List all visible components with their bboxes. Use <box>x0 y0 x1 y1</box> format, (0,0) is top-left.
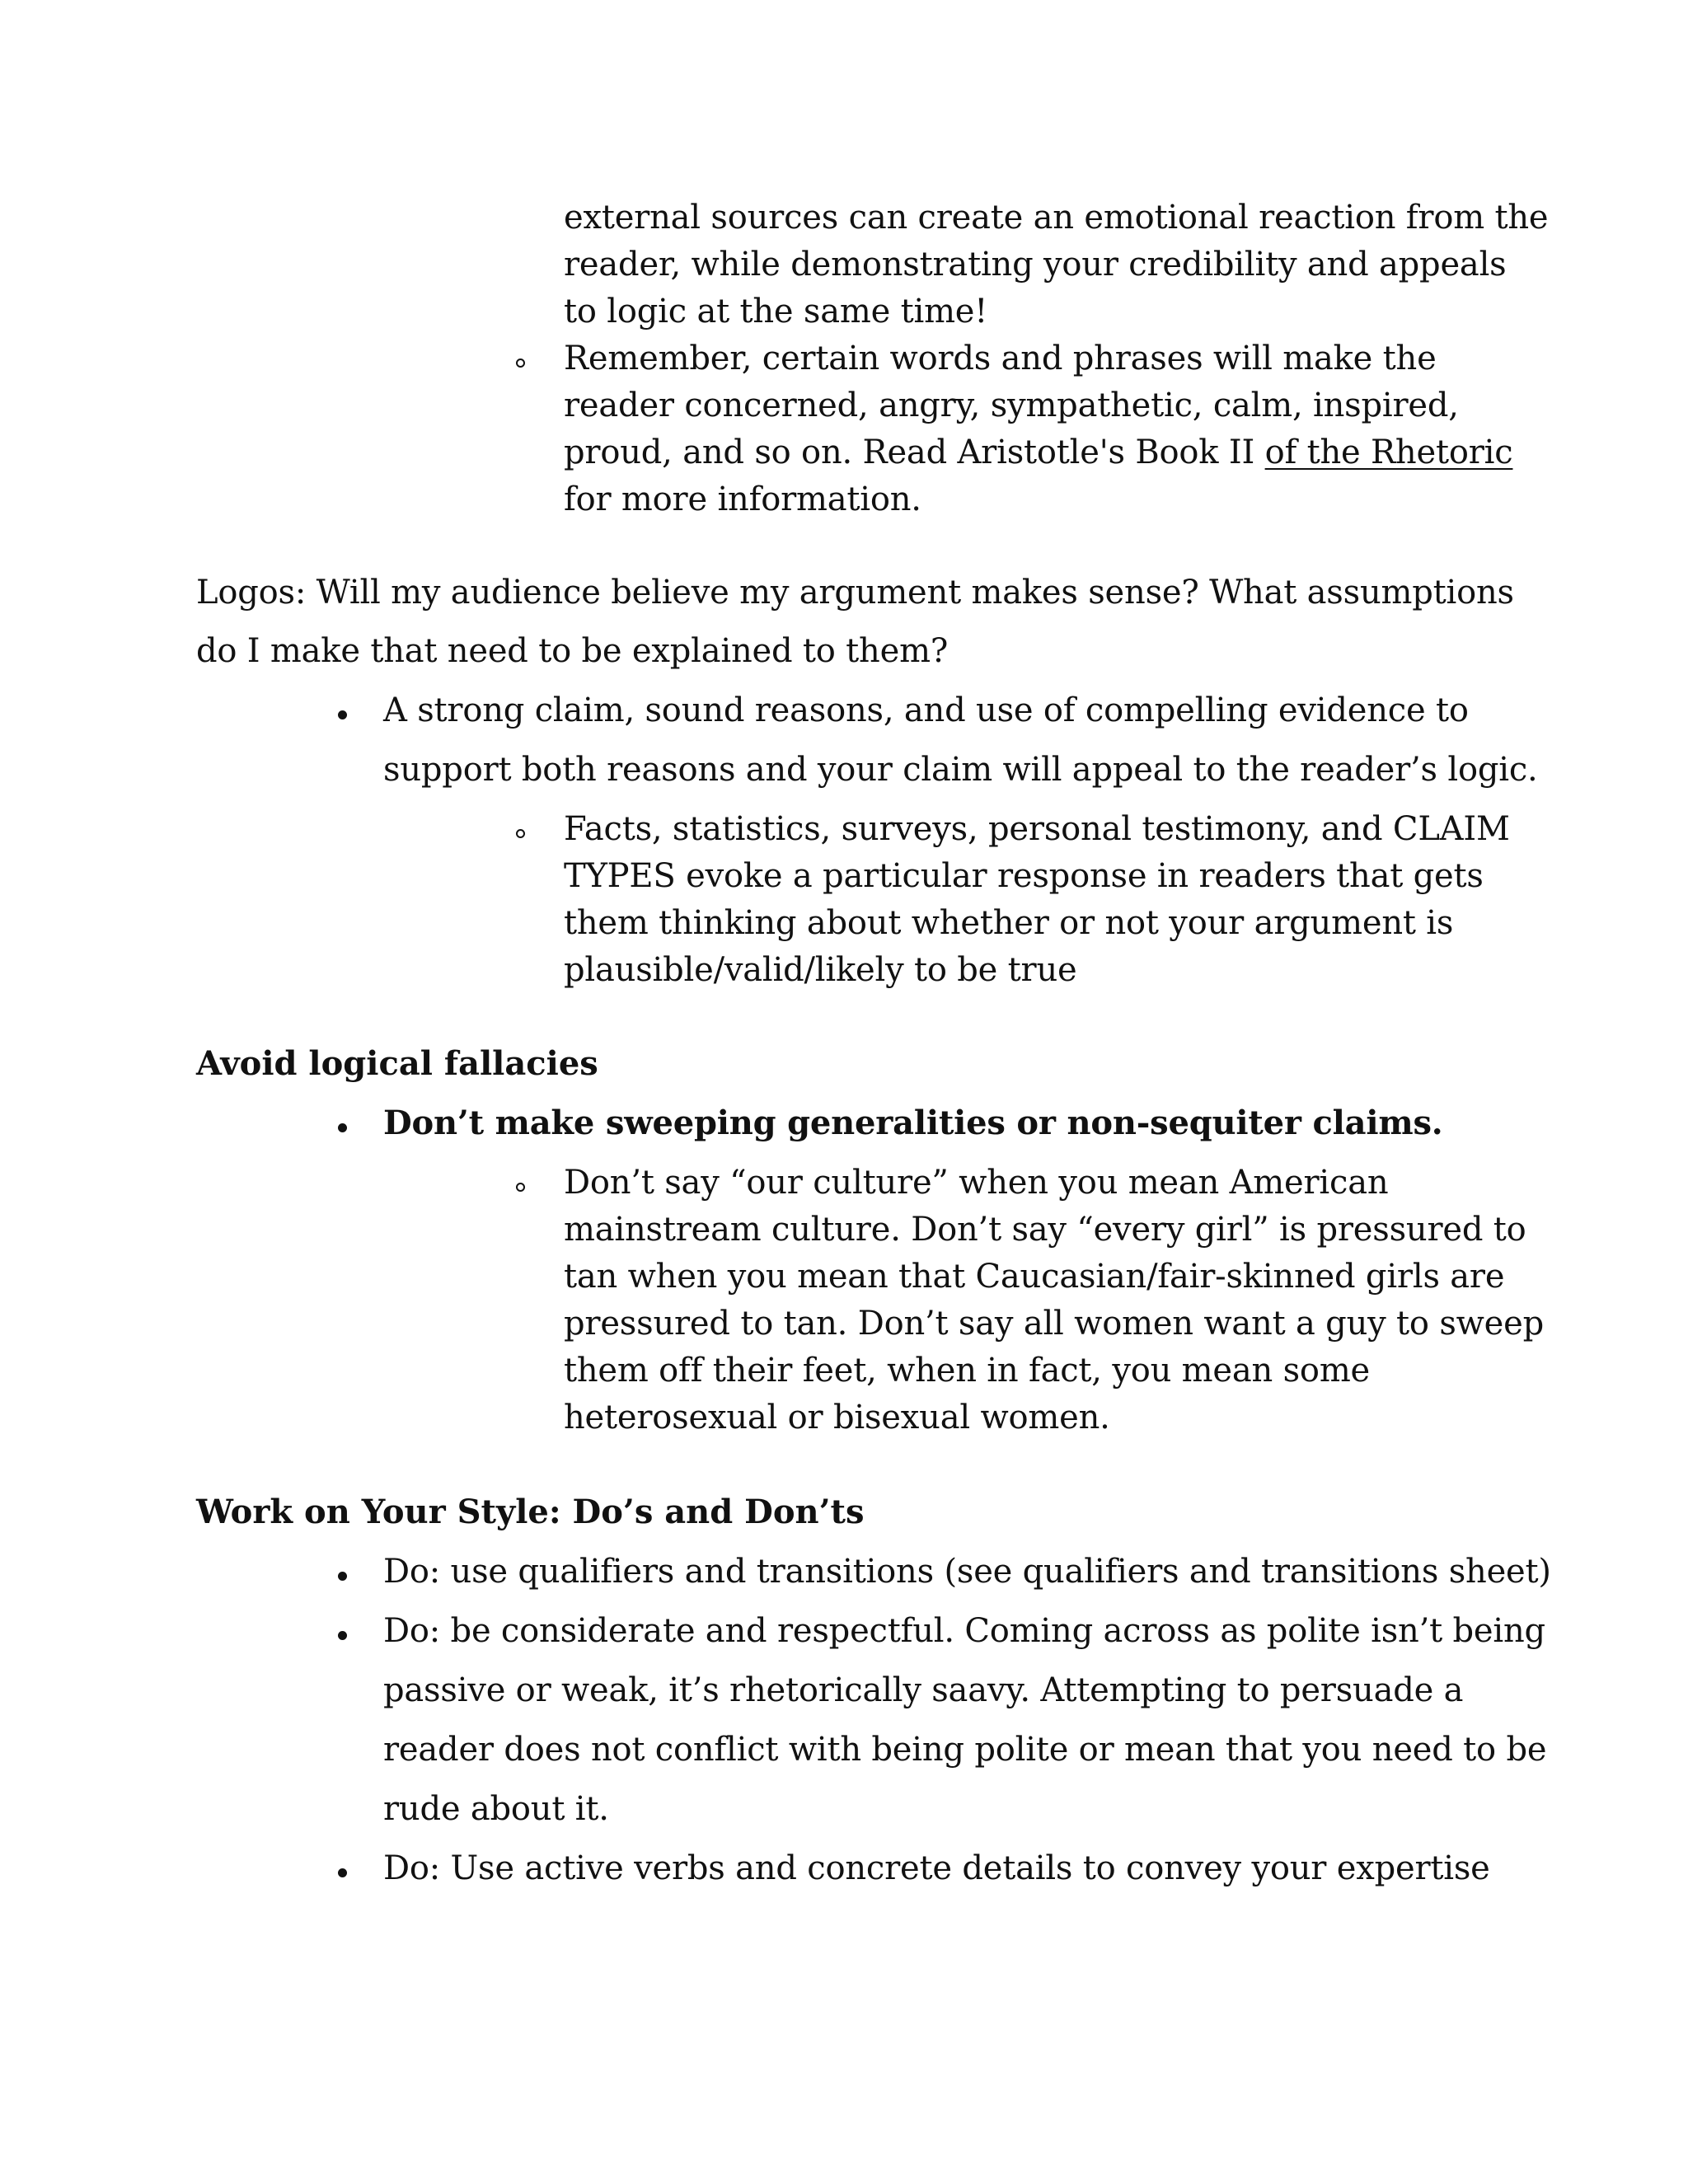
fallacies-sub-item-line-5: them off their feet, when in fact, you mean some <box>564 1352 1371 1390</box>
hollow-bullet-icon <box>516 829 525 838</box>
fallacies-bullet-1: Don’t make sweeping generalities or non-sequiter claims. <box>383 1104 1443 1142</box>
pathos-sub-item-2-line-3-text: proud, and so on. Read Aristotle's Book II <box>564 434 1265 471</box>
style-bullet-2-line-3: reader does not conflict with being polite or mean that you need to be <box>383 1731 1547 1769</box>
style-bullet-3: Do: Use active verbs and concrete details to convey your expertise <box>383 1849 1490 1887</box>
logos-sub-item-line-4: plausible/valid/likely to be true <box>564 951 1077 989</box>
style-bullet-2-line-2: passive or weak, it’s rhetorically saavy. Attempting to persuade a <box>383 1671 1464 1709</box>
hollow-bullet-icon <box>516 1183 525 1192</box>
logos-sub-item-line-2: TYPES evoke a particular response in readers that gets <box>564 857 1484 895</box>
fallacies-sub-item-line-1: Don’t say “our culture” when you mean American <box>564 1164 1389 1202</box>
fallacies-sub-item-line-3: tan when you mean that Caucasian/fair-skinned girls are <box>564 1258 1505 1296</box>
pathos-sub-item-2-line-2: reader concerned, angry, sympathetic, calm, inspired, <box>564 387 1459 424</box>
logos-sub-item-line-3: them thinking about whether or not your argument is <box>564 904 1454 942</box>
logos-sub-item-line-1: Facts, statistics, surveys, personal testimony, and CLAIM <box>564 810 1510 848</box>
pathos-sub-item-2-line-3 <box>564 429 1512 476</box>
rhetoric-link[interactable]: of the Rhetoric <box>1264 434 1513 471</box>
bullet-icon <box>338 1572 347 1581</box>
bullet-icon <box>338 1631 347 1640</box>
logos-bullet-1-line-2: support both reasons and your claim will appeal to the reader’s logic. <box>383 751 1538 789</box>
style-bullet-2-line-1: Do: be considerate and respectful. Coming across as polite isn’t being <box>383 1612 1545 1650</box>
fallacies-sub-item-line-4: pressured to tan. Don’t say all women want a guy to sweep <box>564 1305 1545 1343</box>
pathos-sub-item-1-line-3: to logic at the same time! <box>564 293 988 330</box>
style-bullet-1: Do: use qualifiers and transitions (see qualifiers and transitions sheet) <box>383 1553 1551 1591</box>
bullet-icon <box>338 1868 347 1877</box>
hollow-bullet-icon <box>516 359 525 368</box>
fallacies-sub-item-line-6: heterosexual or bisexual women. <box>564 1399 1110 1436</box>
pathos-sub-item-1-line-2: reader, while demonstrating your credibility and appeals <box>564 246 1507 284</box>
bullet-icon <box>338 1123 347 1132</box>
logos-bullet-1-line-1: A strong claim, sound reasons, and use of compelling evidence to <box>383 691 1469 729</box>
style-heading: Work on Your Style: Do’s and Don’ts <box>196 1493 865 1531</box>
pathos-sub-item-2-line-1: Remember, certain words and phrases will make the <box>564 340 1437 377</box>
style-bullet-2-line-4: rude about it. <box>383 1790 609 1828</box>
bullet-icon <box>338 710 347 719</box>
fallacies-heading: Avoid logical fallacies <box>196 1044 598 1083</box>
logos-intro-line-1: Logos: Will my audience believe my argument makes sense? What assumptions <box>196 574 1514 612</box>
logos-intro-line-2: do I make that need to be explained to them? <box>196 632 949 670</box>
pathos-sub-item-2-line-4: for more information. <box>564 480 921 518</box>
fallacies-sub-item-line-2: mainstream culture. Don’t say “every girl” is pressured to <box>564 1211 1526 1249</box>
pathos-sub-item-1-line-1: external sources can create an emotional reaction from the <box>564 199 1549 237</box>
